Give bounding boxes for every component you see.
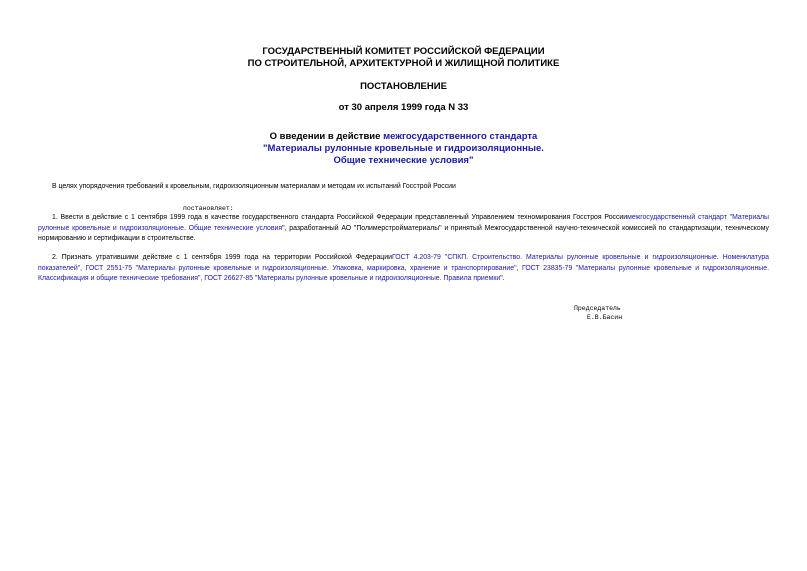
paragraph-2-gost-links[interactable]: ГОСТ 4.203-79 "СПКП. Строительство. Материалы рулонные кровельные и гидроизоляционные. Номенклатура показателей", ГОСТ 2551-75 "Материалы рулонные кровельные и гидроизоляционные. Упаковка, маркировка, хранение и транспортирование", ГОСТ 23835-79 "Материалы рулонные кровельные и гидроизоляционные. Классификация и общие технические требования", ГОСТ 26627-85 "Материалы рулонные кровельные и гидроизоляционные. Правила приемки (38, 254, 769, 283)
committee-name-line2: ПО СТРОИТЕЛЬНОЙ, АРХИТЕКТУРНОЙ И ЖИЛИЩНОЙ ПОЛИТИКЕ (247, 58, 560, 69)
subject-prefix: О введении в действие (269, 131, 384, 142)
signature-name: Е.В.Басин (587, 314, 623, 321)
document-type: ПОСТАНОВЛЕНИЕ (360, 81, 447, 92)
intro-paragraph (38, 182, 769, 193)
paragraph-1-standard-link[interactable]: межгосударственный стандарт "Материалы рулонные кровельные и гидроизоляционные. Общие технические условия (38, 214, 770, 232)
document-date: от 30 апреля 1999 года N 33 (338, 102, 469, 113)
intro-text: В целях упорядочения требований к кровельным, гидроизоляционным материалам и методам их испытаний Госстрой России (52, 183, 456, 190)
document-subject-line1 (0, 131, 807, 143)
committee-name-line1: ГОСУДАРСТВЕННЫЙ КОМИТЕТ РОССИЙСКОЙ ФЕДЕРАЦИИ (262, 46, 545, 57)
paragraph-1-text-a: 1. Ввести в действие с 1 сентября 1999 года в качестве государственного стандарта Российской Федерации представленный Управлением техномирования Госстроя России (52, 214, 628, 221)
paragraph-1-text-b: ", разработанный АО "Полимерстройматериалы" и принятый Межгосударственной научно-технической комиссией по стандартизации, техническому нормированию и сертификации в строительстве. (38, 224, 769, 243)
paragraph-2-text-b: ". (500, 275, 505, 283)
subject-standard-link-3[interactable]: Общие технические условия" (333, 155, 474, 166)
paragraph-2-text-a: 2. Признать утратившими действие с 1 сентября 1999 года на территории Российской Федерации (52, 254, 392, 261)
signature-title: Председатель (574, 305, 621, 312)
subject-standard-link-2[interactable]: "Материалы рулонные кровельные и гидроизоляционные. (263, 143, 544, 154)
resolves-word: постановляет: (183, 205, 234, 212)
paragraph-1 (38, 213, 769, 245)
paragraph-2 (38, 253, 769, 285)
subject-standard-link-1[interactable]: межгосударственного стандарта (383, 131, 538, 142)
